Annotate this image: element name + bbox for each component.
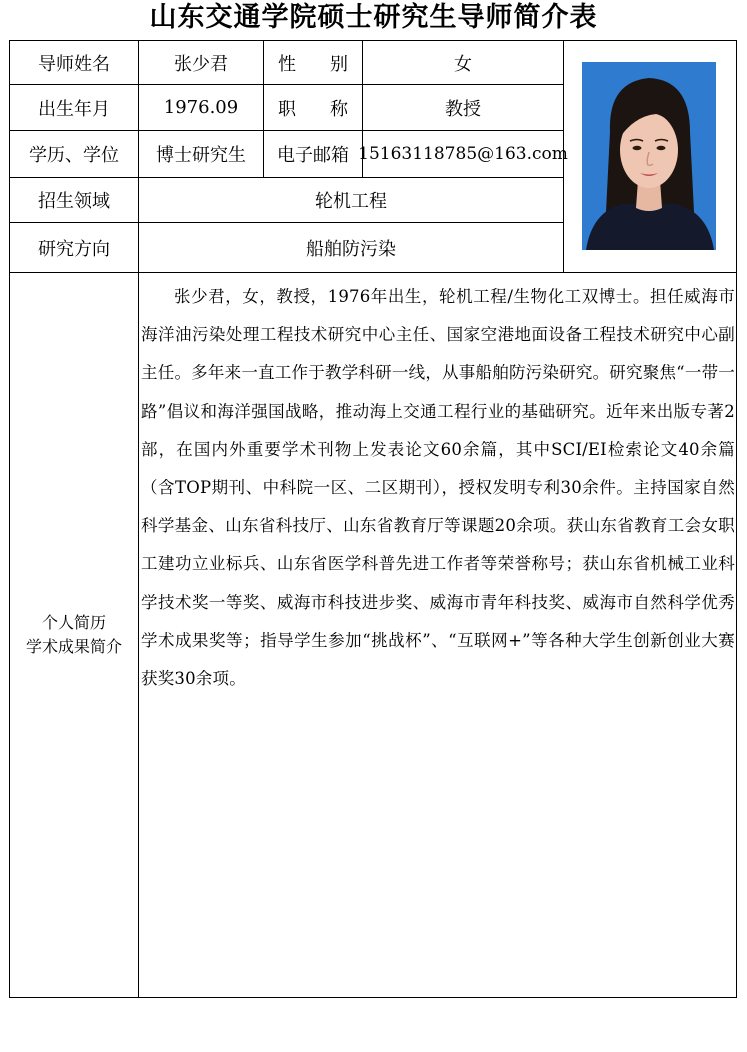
portrait-illustration	[582, 62, 716, 250]
page-title: 山东交通学院硕士研究生导师简介表	[149, 2, 598, 33]
bio-label-line1: 个人简历	[41, 613, 106, 632]
gender-label-char: 别	[330, 53, 348, 75]
email-label: 电子邮箱	[277, 145, 349, 166]
field-value: 轮机工程	[315, 191, 387, 212]
education-value: 博士研究生	[156, 145, 246, 166]
education-label: 学历、学位	[29, 145, 119, 166]
field-label: 招生领域	[38, 191, 110, 212]
birth-value: 1976.09	[163, 97, 239, 118]
position-label	[264, 85, 362, 130]
gender-label	[264, 41, 362, 84]
name-value: 张少君	[174, 53, 228, 75]
research-value: 船舶防污染	[306, 238, 396, 260]
position-value: 教授	[445, 98, 481, 120]
portrait-photo	[582, 62, 716, 250]
research-label: 研究方向	[38, 238, 110, 260]
bio-label-line2: 学术成果简介	[25, 637, 122, 656]
bio-section-label	[10, 272, 138, 998]
position-label-char: 职	[278, 98, 296, 120]
name-label: 导师姓名	[38, 53, 110, 75]
birth-label: 出生年月	[38, 98, 110, 120]
position-label-char: 称	[330, 98, 348, 120]
gender-label-char: 性	[278, 53, 296, 75]
email-value: 15163118785@163.com	[358, 144, 568, 164]
bio-text: 张少君，女，教授，1976年出生，轮机工程/生物化工双博士。担任威海市海洋油污染处理工程技术研究中心主任、国家空港地面设备工程技术研究中心副主任。多年来一直工作于教学科研一线，从事船舶防污染研究。研究聚焦“一带一路”倡议和海洋强国战略，推动海上交通工程行业的基础研究。近年来出版专著2部，在国内外重要学术刊物上发表论文60余篇，其中SCI/EI检索论文40余篇（含TOP期刊、中科院一区、二区期刊），授权发明专利30余件。主持国家自然科学基金、山东省科技厅、山东省教育厅等课题20余项。获山东省教育工会女职工建功立业标兵、山东省医学科普先进工作者等荣誉称号；获山东省机械工业科学技术奖一等奖、威海市科技进步奖、威海市青年科技奖、威海市自然科学优秀学术成果奖等；指导学生参加“挑战杯”、“互联网+”等各种大学生创新创业大赛获奖30余项。	[141, 287, 735, 689]
gender-value: 女	[454, 53, 472, 75]
